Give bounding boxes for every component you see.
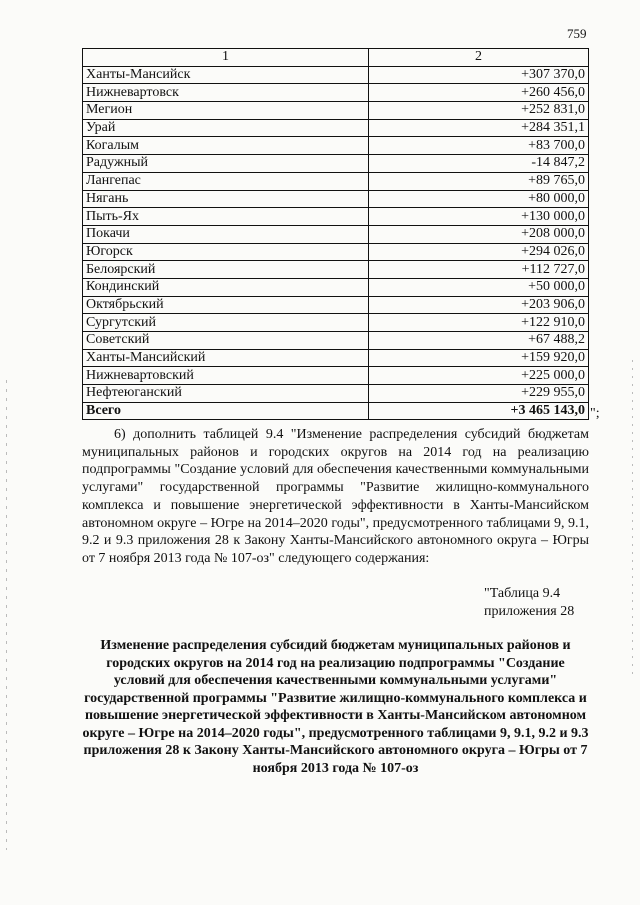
municipality-name: Когалым — [83, 137, 369, 155]
municipality-name: Белоярский — [83, 261, 369, 279]
municipality-name: Мегион — [83, 102, 369, 120]
municipality-name: Лангепас — [83, 172, 369, 190]
amount-value: +159 920,0 — [369, 349, 589, 367]
table-reference — [484, 585, 574, 620]
amount-value: +130 000,0 — [369, 208, 589, 226]
table-row — [83, 349, 589, 367]
amendment-paragraph: 6) дополнить таблицей 9.4 "Изменение распределения субсидий бюджетам муниципальных районов и городских округов на 2014 год на реализацию подпрограммы "Создание условий для обеспечения качественными коммунальными услугами" государственной программы "Развитие жилищно-коммунального комплекса и повышение энергетической эффективности в Ханты-Мансийском автономном округе – Югре на 2014–2020 годы", предусмотренного таблицами 9, 9.1, 9.2 и 9.3 приложения 28 к Закону Ханты-Мансийского автономного округа – Югры от 7 ноября 2013 года № 107-оз" следующего содержания: — [82, 427, 589, 566]
table-row — [83, 172, 589, 190]
municipality-name: Нижневартовск — [83, 84, 369, 102]
amount-value: +252 831,0 — [369, 102, 589, 120]
amount-value: +294 026,0 — [369, 243, 589, 261]
table-reference-line: "Таблица 9.4 — [484, 586, 561, 601]
municipality-name: Нефтеюганский — [83, 385, 369, 403]
amount-value: +229 955,0 — [369, 385, 589, 403]
municipality-name: Покачи — [83, 225, 369, 243]
amount-value: +225 000,0 — [369, 367, 589, 385]
amount-value: +89 765,0 — [369, 172, 589, 190]
total-value: +3 465 143,0 — [369, 402, 589, 420]
table-row — [83, 367, 589, 385]
scan-edge-mark — [6, 380, 7, 850]
amount-value: +67 488,2 — [369, 332, 589, 350]
table-row — [83, 119, 589, 137]
municipality-name: Сургутский — [83, 314, 369, 332]
table-heading: Изменение распределения субсидий бюджетам муниципальных районов и городских округов на 2014 год на реализацию подпрограммы "Создание условий для обеспечения качественными коммунальными услугами" государственной программы "Развитие жилищно-коммунального комплекса и повышение энергетической эффективности в Ханты-Мансийском автономном округе – Югре на 2014–2020 годы", предусмотренного таблицами 9, 9.1, 9.2 и 9.3 приложения 28 к Закону Ханты-Мансийского автономного округа – Югры от 7 ноября 2013 года № 107-оз — [82, 638, 589, 776]
municipality-name: Ханты-Мансийский — [83, 349, 369, 367]
table-row — [83, 261, 589, 279]
total-label: Всего — [83, 402, 369, 420]
subsidy-table — [82, 48, 589, 420]
total-row — [83, 402, 589, 420]
amount-value: +203 906,0 — [369, 296, 589, 314]
amount-value: +208 000,0 — [369, 225, 589, 243]
amount-value: +50 000,0 — [369, 278, 589, 296]
amount-value: +260 456,0 — [369, 84, 589, 102]
municipality-name: Октябрьский — [83, 296, 369, 314]
municipality-name: Ханты-Мансийск — [83, 66, 369, 84]
column-header: 1 — [83, 49, 369, 67]
table-row — [83, 243, 589, 261]
amount-value: +80 000,0 — [369, 190, 589, 208]
municipality-name: Югорск — [83, 243, 369, 261]
table-row — [83, 385, 589, 403]
municipality-name: Нягань — [83, 190, 369, 208]
amount-value: -14 847,2 — [369, 155, 589, 173]
table-row — [83, 314, 589, 332]
table-row — [83, 208, 589, 226]
amount-value: +122 910,0 — [369, 314, 589, 332]
amount-value: +307 370,0 — [369, 66, 589, 84]
table-row — [83, 137, 589, 155]
page-number: 759 — [567, 26, 587, 41]
municipality-name: Нижневартовский — [83, 367, 369, 385]
municipality-name: Кондинский — [83, 278, 369, 296]
table-row — [83, 66, 589, 84]
amount-value: +83 700,0 — [369, 137, 589, 155]
municipality-name: Пыть-Ях — [83, 208, 369, 226]
municipality-name: Урай — [83, 119, 369, 137]
table-header-row — [83, 49, 589, 67]
amount-value: +284 351,1 — [369, 119, 589, 137]
table-row — [83, 278, 589, 296]
scan-edge-mark-right — [632, 360, 633, 680]
table-row — [83, 102, 589, 120]
amount-value: +112 727,0 — [369, 261, 589, 279]
municipality-name: Радужный — [83, 155, 369, 173]
table-row — [83, 296, 589, 314]
table-reference-line: приложения 28 — [484, 603, 575, 619]
table-row — [83, 84, 589, 102]
table-row — [83, 332, 589, 350]
municipality-name: Советский — [83, 332, 369, 350]
table-row — [83, 190, 589, 208]
table-row — [83, 225, 589, 243]
closing-quote-mark: "; — [590, 406, 600, 421]
table-row — [83, 155, 589, 173]
column-header: 2 — [369, 49, 589, 67]
